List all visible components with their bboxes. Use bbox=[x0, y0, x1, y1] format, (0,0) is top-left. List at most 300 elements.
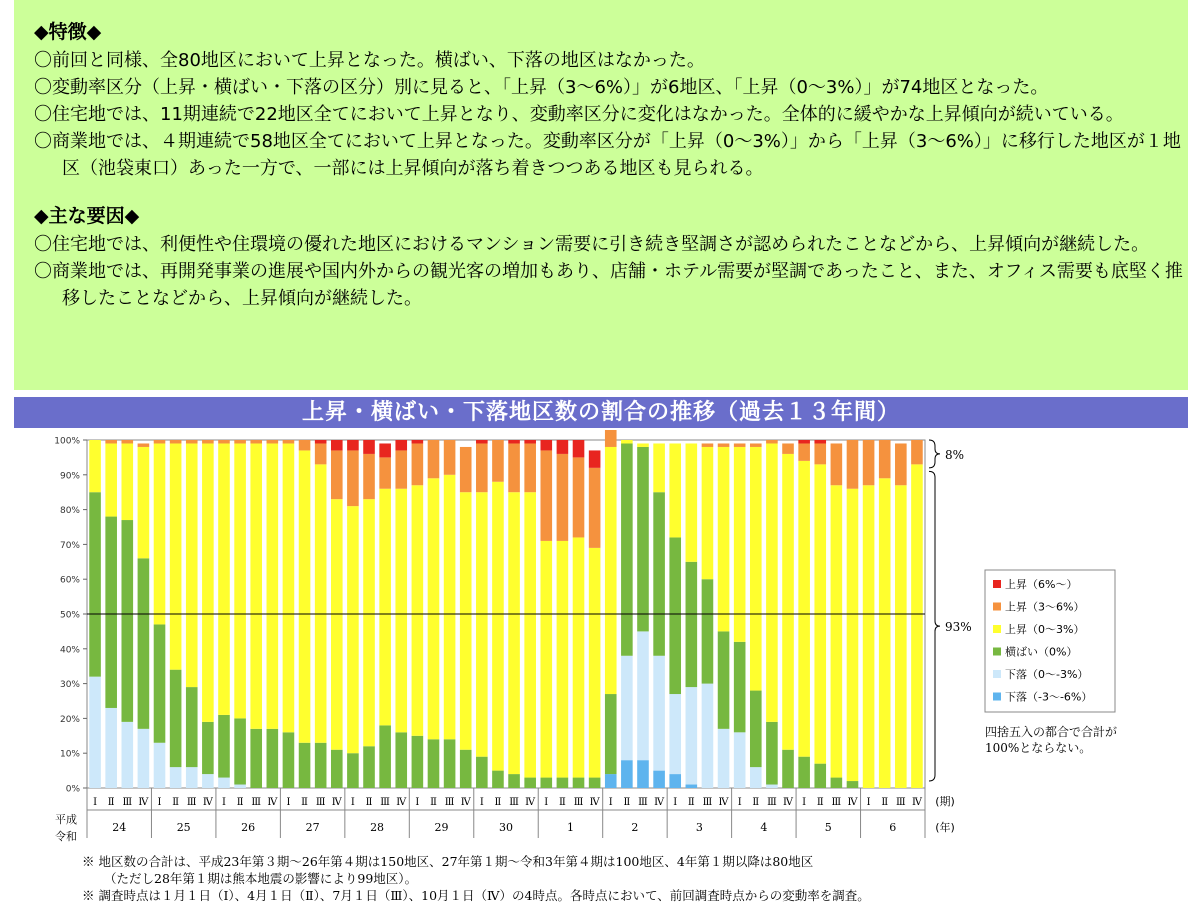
feature-item: 〇変動率区分（上昇・横ばい・下落の区分）別に見ると、「上昇（3～6%）」が6地区、「上昇（0～3%）」が74地区となった。 bbox=[34, 77, 1049, 98]
bar-segment bbox=[911, 464, 923, 788]
x-quarter-label: Ⅱ bbox=[236, 797, 244, 808]
bar-segment bbox=[331, 440, 343, 450]
bar-segment bbox=[718, 631, 730, 728]
bar-segment bbox=[476, 440, 488, 443]
x-quarter-label: Ⅳ bbox=[911, 797, 922, 808]
x-quarter-label: Ⅲ bbox=[767, 797, 777, 808]
factor-item: 〇住宅地では、利便性や住環境の優れた地区におけるマンション需要に引き続き堅調さが認められたことなどから、上昇傾向が継続した。 bbox=[34, 234, 1150, 255]
bar-segment bbox=[460, 492, 472, 750]
bar-segment bbox=[412, 443, 424, 485]
bar-segment bbox=[573, 537, 585, 777]
bar-segment bbox=[734, 447, 746, 642]
legend-label: 上昇（0～3%） bbox=[1005, 623, 1085, 636]
legend-label: 上昇（6%～） bbox=[1005, 578, 1078, 591]
x-quarter-label: Ⅲ bbox=[573, 797, 584, 808]
bar-segment bbox=[702, 447, 714, 579]
bar-segment bbox=[202, 443, 214, 721]
bar-segment bbox=[218, 443, 230, 714]
bar-segment bbox=[702, 684, 714, 788]
y-tick-label: 30% bbox=[59, 680, 80, 691]
bar-segment bbox=[395, 440, 407, 450]
bar-segment bbox=[105, 443, 117, 516]
bar-segment bbox=[363, 440, 375, 454]
x-quarter-label: Ⅰ bbox=[286, 797, 291, 808]
factor-item: 〇商業地では、再開発事業の進展や国内外からの観光客の増加もあり、店舗・ホテル需要が堅調であったこと、また、オフィス需要も底堅く推移したことなどから、上昇傾向が継続した。 bbox=[34, 261, 1183, 309]
x-quarter-label: Ⅲ bbox=[895, 797, 906, 808]
bar-segment bbox=[589, 778, 601, 788]
bar-segment bbox=[831, 778, 843, 788]
x-quarter-label: Ⅳ bbox=[525, 797, 536, 808]
bar-segment bbox=[299, 440, 311, 450]
bar-segment bbox=[331, 750, 343, 788]
bar-segment bbox=[895, 443, 907, 485]
bar-segment bbox=[653, 443, 665, 492]
x-quarter-label: Ⅲ bbox=[186, 797, 197, 808]
x-quarter-label: Ⅱ bbox=[687, 797, 695, 808]
bar-segment bbox=[154, 440, 166, 443]
x-year-label: 25 bbox=[176, 821, 191, 834]
legend-label: 下落（-3～-6%） bbox=[1005, 690, 1093, 704]
footnote: ※ 調査時点は１月１日（Ⅰ）、4月１日（Ⅱ）、7月１日（Ⅲ）、10月１日（Ⅳ）の4時点。各時点において、前回調査時点からの変動率を調査。 bbox=[82, 888, 870, 903]
x-quarter-label: Ⅱ bbox=[816, 797, 824, 808]
bar-segment bbox=[702, 443, 714, 446]
brace-top bbox=[929, 440, 940, 468]
bar-segment bbox=[750, 691, 762, 768]
bar-segment bbox=[524, 440, 536, 443]
y-tick-label: 80% bbox=[59, 506, 80, 517]
bar-segment bbox=[492, 482, 504, 771]
x-quarter-label: Ⅳ bbox=[267, 797, 278, 808]
bar-segment bbox=[718, 443, 730, 446]
bar-segment bbox=[847, 440, 859, 489]
bar-segment bbox=[105, 517, 117, 708]
era-label: 平成 bbox=[55, 813, 77, 826]
x-quarter-label: Ⅱ bbox=[430, 797, 437, 808]
bar-segment bbox=[557, 454, 569, 541]
bar-segment bbox=[653, 492, 665, 656]
bar-segment bbox=[299, 450, 311, 742]
bar-segment bbox=[814, 764, 826, 788]
x-quarter-label: Ⅰ bbox=[93, 797, 98, 808]
bar-segment bbox=[186, 443, 198, 687]
bar-segment bbox=[460, 447, 472, 492]
bar-segment bbox=[831, 485, 843, 777]
bar-segment bbox=[234, 440, 246, 443]
bar-segment bbox=[250, 443, 262, 728]
footnotes bbox=[82, 853, 982, 904]
bar-segment bbox=[686, 785, 698, 788]
bar-segment bbox=[766, 443, 778, 721]
bar-segment bbox=[766, 722, 778, 785]
x-quarter-label: Ⅲ bbox=[702, 797, 713, 808]
bar-segment bbox=[589, 468, 601, 548]
y-tick-label: 70% bbox=[59, 540, 80, 551]
bar-segment bbox=[589, 548, 601, 778]
x-quarter-label: Ⅱ bbox=[172, 797, 180, 808]
x-quarter-label: Ⅳ bbox=[654, 797, 665, 808]
bar-segment bbox=[798, 440, 810, 443]
x-quarter-label: Ⅳ bbox=[331, 797, 342, 808]
x-quarter-label: Ⅲ bbox=[444, 797, 455, 808]
bar-segment bbox=[814, 440, 826, 443]
bar-segment bbox=[105, 708, 117, 788]
x-quarter-label: Ⅱ bbox=[107, 797, 115, 808]
bar-segment bbox=[460, 750, 472, 788]
x-quarter-label: Ⅰ bbox=[544, 797, 549, 808]
bar-segment bbox=[267, 443, 279, 728]
bar-segment bbox=[540, 440, 552, 450]
legend-label: 上昇（3～6%） bbox=[1005, 600, 1085, 614]
bar-segment bbox=[557, 541, 569, 778]
x-quarter-label: Ⅲ bbox=[831, 797, 842, 808]
y-tick-label: 40% bbox=[59, 645, 80, 656]
bar-segment bbox=[105, 440, 117, 443]
legend-swatch bbox=[993, 648, 1001, 656]
x-quarter-label: Ⅳ bbox=[847, 797, 858, 808]
bar-segment bbox=[218, 715, 230, 778]
x-year-label: 4 bbox=[760, 821, 768, 834]
feature-item: 〇商業地では、４期連続で58地区全てにおいて上昇となった。変動率区分が「上昇（0～3%）」から「上昇（3～6%）」に移行した地区が１地区（池袋東口）あった一方で、一部には上昇傾向が落ち着きつつある地区も見られる。 bbox=[34, 131, 1181, 179]
bar-segment bbox=[267, 729, 279, 788]
bar-segment bbox=[911, 440, 923, 464]
bar-segment bbox=[605, 694, 617, 774]
brace-label: 93% bbox=[945, 620, 972, 635]
bar-segment bbox=[89, 677, 101, 788]
bar-segment bbox=[331, 499, 343, 750]
bar-segment bbox=[138, 447, 150, 558]
bar-segment bbox=[283, 443, 295, 732]
bar-segment bbox=[89, 440, 101, 492]
bar-segment bbox=[412, 485, 424, 736]
x-quarter-label: Ⅰ bbox=[866, 797, 871, 808]
stacked-bar-chart bbox=[0, 430, 1200, 850]
x-quarter-label: Ⅱ bbox=[881, 797, 889, 808]
bar-segment bbox=[428, 739, 440, 788]
bar-segment bbox=[444, 440, 456, 475]
x-quarter-label: Ⅱ bbox=[301, 797, 308, 808]
y-tick-label: 60% bbox=[59, 575, 80, 586]
bar-segment bbox=[766, 440, 778, 443]
bar-segment bbox=[557, 440, 569, 454]
feature-item: 〇住宅地では、11期連続で22地区全てにおいて上昇となり、変動率区分に変化はなかった。全体的に緩やかな上昇傾向が続いている。 bbox=[34, 104, 1124, 125]
bar-segment bbox=[138, 558, 150, 729]
bar-segment bbox=[186, 440, 198, 443]
bar-segment bbox=[347, 506, 359, 753]
bar-segment bbox=[250, 729, 262, 788]
bar-segment bbox=[524, 492, 536, 777]
bar-segment bbox=[798, 461, 810, 757]
x-quarter-label: Ⅳ bbox=[138, 797, 149, 808]
bar-segment bbox=[847, 489, 859, 781]
x-quarter-label: Ⅰ bbox=[479, 797, 484, 808]
bar-segment bbox=[121, 520, 133, 722]
period-unit-label: (期) bbox=[935, 795, 955, 808]
bar-segment bbox=[766, 785, 778, 788]
bar-segment bbox=[524, 443, 536, 492]
x-year-label: 5 bbox=[824, 821, 832, 834]
x-quarter-label: Ⅲ bbox=[509, 797, 519, 808]
x-quarter-label: Ⅰ bbox=[222, 797, 226, 808]
x-quarter-label: Ⅰ bbox=[608, 797, 613, 808]
bar-segment bbox=[653, 656, 665, 771]
x-quarter-label: Ⅱ bbox=[365, 797, 373, 808]
bar-segment bbox=[621, 440, 633, 443]
x-quarter-label: Ⅲ bbox=[315, 797, 326, 808]
x-quarter-label: Ⅱ bbox=[752, 797, 760, 808]
bar-segment bbox=[863, 440, 875, 485]
bar-segment bbox=[121, 443, 133, 520]
bar-segment bbox=[895, 485, 907, 788]
legend-label: 横ばい（0%） bbox=[1005, 645, 1078, 659]
x-quarter-label: Ⅰ bbox=[802, 797, 807, 808]
footnote: ※ 地区数の合計は、平成23年第３期～26年第４期は150地区、27年第１期～令和3年第４期は100地区、4年第１期以降は80地区 bbox=[82, 854, 814, 869]
legend-label: 下落（0～-3%） bbox=[1005, 668, 1089, 681]
y-tick-label: 50% bbox=[59, 610, 80, 621]
bar-segment bbox=[170, 443, 182, 669]
bar-segment bbox=[395, 450, 407, 488]
bar-segment bbox=[798, 443, 810, 460]
bar-segment bbox=[637, 631, 649, 760]
brace-label: 8% bbox=[945, 447, 965, 462]
bar-segment bbox=[492, 771, 504, 788]
bar-segment bbox=[589, 450, 601, 467]
x-quarter-label: Ⅰ bbox=[673, 797, 678, 808]
bar-segment bbox=[395, 489, 407, 733]
bar-segment bbox=[782, 443, 794, 453]
bar-segment bbox=[476, 443, 488, 492]
bar-segment bbox=[686, 562, 698, 687]
features-heading: ◆特徴◆ bbox=[34, 21, 102, 43]
bar-segment bbox=[121, 440, 133, 443]
bar-segment bbox=[573, 778, 585, 788]
x-quarter-label: Ⅱ bbox=[494, 797, 502, 808]
bar-segment bbox=[798, 757, 810, 788]
bar-segment bbox=[363, 499, 375, 746]
bar-segment bbox=[347, 440, 359, 450]
bar-segment bbox=[702, 579, 714, 683]
footnote: （ただし28年第１期は熊本地震の影響により99地区）。 bbox=[104, 871, 418, 886]
x-year-label: 29 bbox=[434, 821, 449, 834]
bar-segment bbox=[476, 492, 488, 756]
bar-segment bbox=[637, 443, 649, 446]
bar-segment bbox=[734, 443, 746, 446]
bar-segment bbox=[170, 767, 182, 788]
bar-segment bbox=[218, 440, 230, 443]
rounding-note: 100%とならない。 bbox=[985, 741, 1092, 755]
bar-segment bbox=[524, 778, 536, 788]
chart-title-banner: 上昇・横ばい・下落地区数の割合の推移（過去１３年間） bbox=[14, 397, 1188, 428]
bar-segment bbox=[476, 757, 488, 788]
rounding-note: 四捨五入の都合で合計が bbox=[985, 725, 1118, 739]
bar-segment bbox=[573, 457, 585, 537]
bar-segment bbox=[395, 732, 407, 788]
bar-segment bbox=[637, 447, 649, 631]
bar-segment bbox=[379, 443, 391, 457]
bar-segment bbox=[847, 781, 859, 788]
bar-segment bbox=[492, 440, 504, 482]
y-tick-label: 100% bbox=[54, 436, 80, 447]
bar-segment bbox=[234, 443, 246, 718]
x-quarter-label: Ⅲ bbox=[251, 797, 262, 808]
bar-segment bbox=[605, 430, 617, 447]
feature-item: 〇前回と同様、全80地区において上昇となった。横ばい、下落の地区はなかった。 bbox=[34, 50, 705, 71]
bar-segment bbox=[621, 443, 633, 655]
x-year-label: 26 bbox=[241, 821, 256, 834]
bar-segment bbox=[331, 450, 343, 499]
bar-segment bbox=[379, 457, 391, 488]
bar-segment bbox=[686, 687, 698, 784]
bar-segment bbox=[879, 478, 891, 788]
x-year-label: 3 bbox=[695, 821, 703, 834]
legend-swatch bbox=[993, 670, 1001, 678]
bar-segment bbox=[557, 778, 569, 788]
x-quarter-label: Ⅳ bbox=[460, 797, 471, 808]
legend-swatch bbox=[993, 580, 1001, 588]
bar-segment bbox=[267, 440, 279, 443]
x-quarter-label: Ⅱ bbox=[559, 797, 566, 808]
bar-segment bbox=[283, 440, 295, 443]
bar-segment bbox=[347, 450, 359, 506]
bar-segment bbox=[750, 767, 762, 788]
bar-segment bbox=[863, 485, 875, 788]
bar-segment bbox=[653, 771, 665, 788]
bar-segment bbox=[202, 722, 214, 774]
bar-segment bbox=[121, 722, 133, 788]
bar-segment bbox=[218, 778, 230, 788]
bar-segment bbox=[363, 454, 375, 499]
factors-heading: ◆主な要因◆ bbox=[34, 205, 140, 227]
bar-segment bbox=[879, 440, 891, 478]
legend-swatch bbox=[993, 625, 1001, 633]
year-unit-label: (年) bbox=[935, 821, 955, 834]
bar-segment bbox=[138, 729, 150, 788]
bar-segment bbox=[89, 492, 101, 676]
bar-segment bbox=[363, 746, 375, 788]
x-quarter-label: Ⅰ bbox=[415, 797, 420, 808]
y-tick-label: 0% bbox=[65, 784, 80, 795]
bar-segment bbox=[444, 475, 456, 739]
bar-segment bbox=[202, 440, 214, 443]
bar-segment bbox=[637, 760, 649, 788]
x-year-label: 27 bbox=[305, 821, 320, 834]
legend-swatch bbox=[993, 603, 1001, 611]
bar-segment bbox=[138, 443, 150, 446]
legend-swatch bbox=[993, 693, 1001, 701]
x-quarter-label: Ⅳ bbox=[396, 797, 407, 808]
brace-main bbox=[929, 471, 940, 781]
bar-segment bbox=[782, 454, 794, 750]
x-year-label: 28 bbox=[370, 821, 385, 834]
x-quarter-label: Ⅰ bbox=[737, 797, 742, 808]
bar-segment bbox=[412, 440, 424, 443]
y-tick-label: 90% bbox=[59, 471, 80, 482]
y-tick-label: 20% bbox=[59, 714, 80, 725]
y-tick-label: 10% bbox=[59, 749, 80, 760]
x-quarter-label: Ⅳ bbox=[718, 797, 729, 808]
bar-segment bbox=[444, 739, 456, 788]
bar-segment bbox=[234, 785, 246, 788]
bar-segment bbox=[412, 736, 424, 788]
bar-segment bbox=[154, 443, 166, 624]
bar-segment bbox=[202, 774, 214, 788]
summary-panel bbox=[14, 0, 1188, 390]
bar-segment bbox=[154, 624, 166, 742]
bar-segment bbox=[540, 541, 552, 778]
bar-segment bbox=[170, 440, 182, 443]
x-quarter-label: Ⅳ bbox=[783, 797, 794, 808]
x-quarter-label: Ⅳ bbox=[202, 797, 213, 808]
bar-segment bbox=[379, 489, 391, 726]
bar-segment bbox=[573, 440, 585, 457]
x-year-label: 1 bbox=[566, 821, 574, 834]
bar-segment bbox=[508, 492, 520, 774]
bar-segment bbox=[540, 778, 552, 788]
bar-segment bbox=[154, 743, 166, 788]
era-label: 令和 bbox=[55, 830, 77, 843]
bar-segment bbox=[315, 440, 327, 443]
x-quarter-label: Ⅱ bbox=[623, 797, 631, 808]
bar-segment bbox=[718, 729, 730, 788]
bar-segment bbox=[299, 743, 311, 788]
bar-segment bbox=[315, 743, 327, 788]
bar-segment bbox=[814, 443, 826, 464]
bar-segment bbox=[250, 440, 262, 443]
x-year-label: 24 bbox=[112, 821, 127, 834]
x-quarter-label: Ⅳ bbox=[589, 797, 600, 808]
bar-segment bbox=[186, 687, 198, 767]
bar-segment bbox=[347, 753, 359, 788]
bar-segment bbox=[540, 450, 552, 540]
bar-segment bbox=[621, 760, 633, 788]
bar-segment bbox=[750, 443, 762, 446]
bar-segment bbox=[428, 440, 440, 478]
bar-segment bbox=[186, 767, 198, 788]
bar-segment bbox=[508, 443, 520, 492]
x-quarter-label: Ⅲ bbox=[122, 797, 133, 808]
x-quarter-label: Ⅰ bbox=[350, 797, 355, 808]
bar-segment bbox=[686, 443, 698, 561]
bar-segment bbox=[718, 447, 730, 631]
bar-segment bbox=[379, 725, 391, 788]
bar-segment bbox=[508, 440, 520, 443]
bar-segment bbox=[605, 774, 617, 788]
x-year-label: 6 bbox=[889, 821, 897, 834]
bar-segment bbox=[669, 774, 681, 788]
x-quarter-label: Ⅲ bbox=[380, 797, 390, 808]
bar-segment bbox=[315, 464, 327, 742]
bar-segment bbox=[170, 670, 182, 767]
bar-segment bbox=[734, 642, 746, 732]
bar-segment bbox=[750, 447, 762, 691]
x-quarter-label: Ⅰ bbox=[157, 797, 162, 808]
x-year-label: 30 bbox=[499, 821, 513, 834]
bar-segment bbox=[315, 443, 327, 464]
bar-segment bbox=[669, 694, 681, 774]
bar-segment bbox=[508, 774, 520, 788]
bar-segment bbox=[605, 447, 617, 694]
bar-segment bbox=[782, 750, 794, 788]
bar-segment bbox=[283, 732, 295, 788]
bar-segment bbox=[669, 537, 681, 694]
bar-segment bbox=[428, 478, 440, 739]
bar-segment bbox=[621, 656, 633, 760]
x-quarter-label: Ⅲ bbox=[638, 797, 648, 808]
bar-segment bbox=[831, 443, 843, 485]
bar-segment bbox=[234, 718, 246, 784]
bar-segment bbox=[734, 732, 746, 788]
bar-segment bbox=[669, 443, 681, 537]
x-year-label: 2 bbox=[631, 821, 639, 834]
